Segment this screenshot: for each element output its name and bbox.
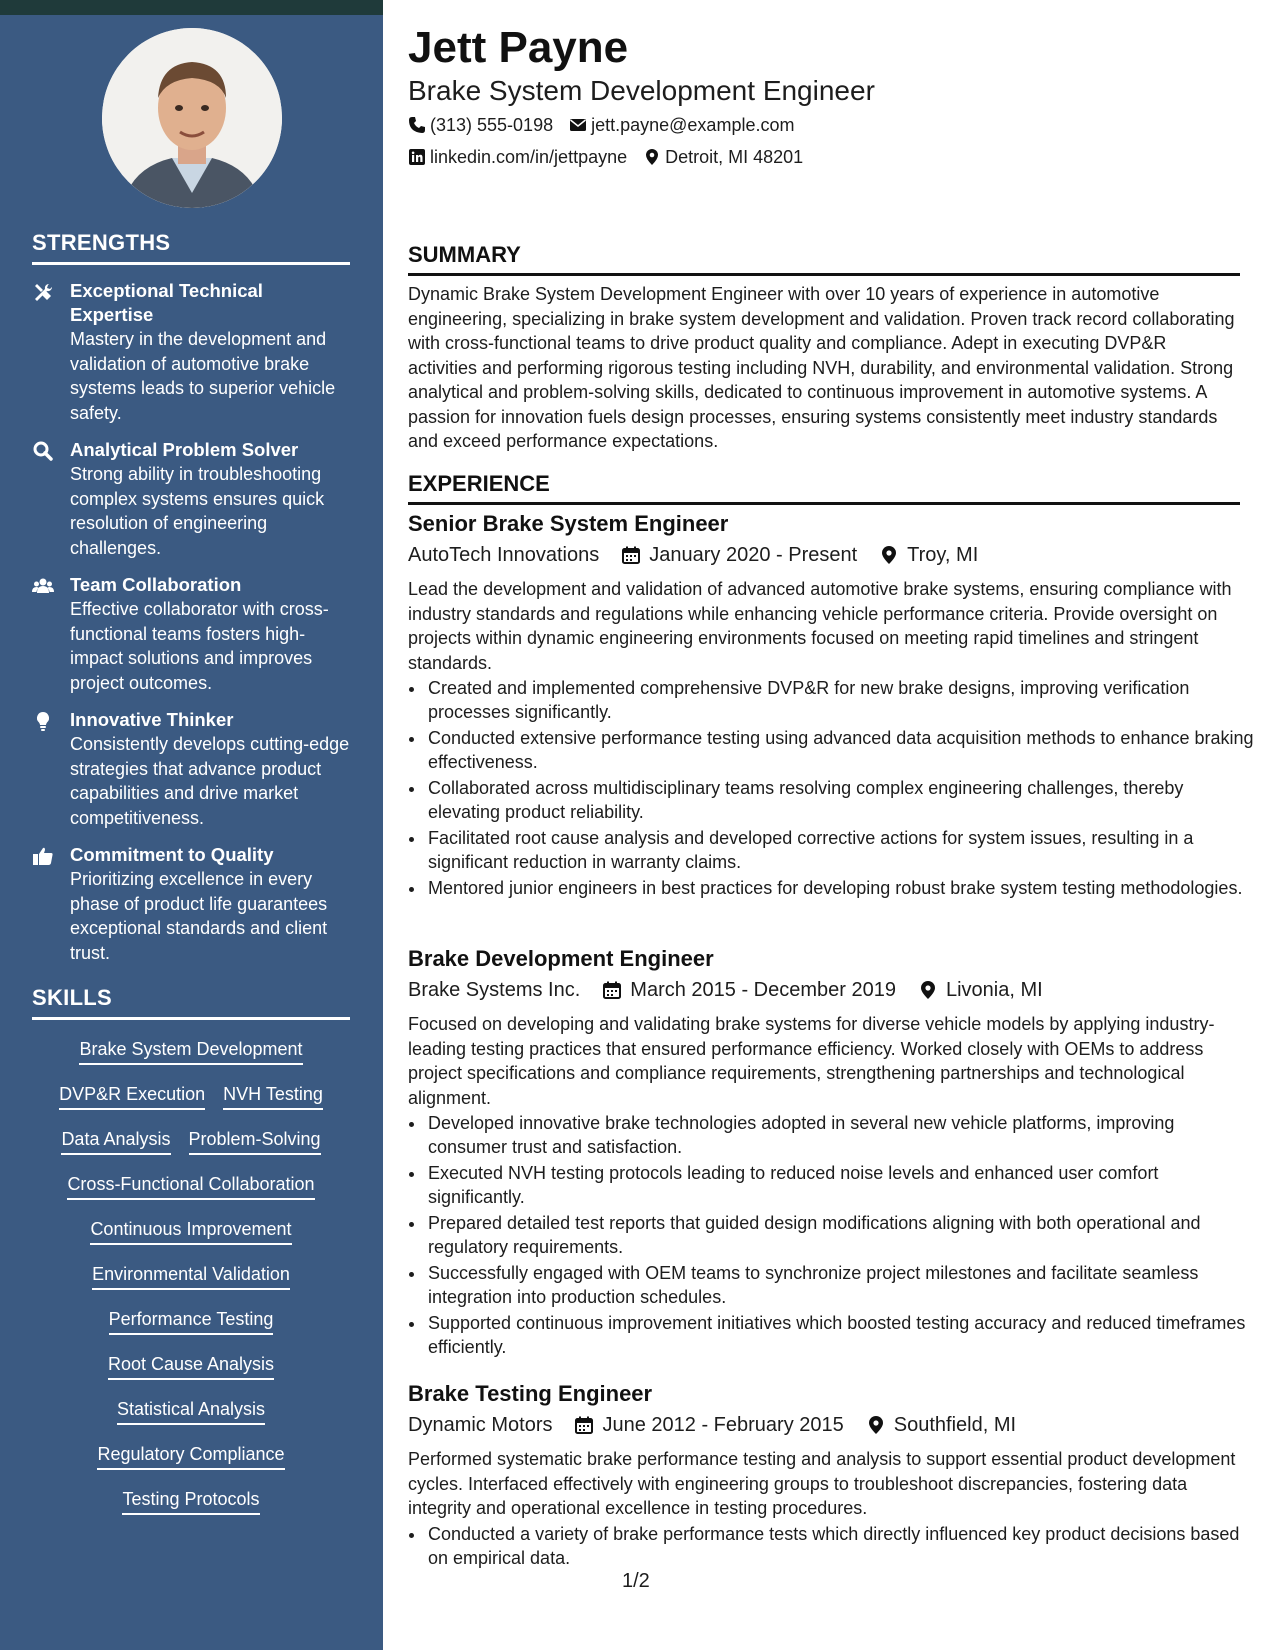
job-meta bbox=[408, 542, 978, 568]
contact-location bbox=[643, 146, 803, 168]
candidate-role: Brake System Development Engineer bbox=[408, 75, 875, 106]
skills-section bbox=[32, 985, 350, 1527]
job-meta bbox=[408, 1412, 1016, 1438]
skill-tag: Environmental Validation bbox=[92, 1262, 290, 1290]
job-achievements bbox=[408, 1522, 1258, 1572]
skill-row bbox=[32, 1212, 350, 1257]
strength-title: Innovative Thinker bbox=[70, 709, 234, 730]
summary-text: Dynamic Brake System Development Engineer with over 10 years of experience in automotive engineering, specializing in brake system development and validation. Proven track record collaborating with cross-functional teams to drive product quality and compliance. Adept in executing DVP&R activities and performing rigorous testing including NVH, durability, and environmental validation. Strong analytical and problem-solving skills, dedicated to continuous improvement in automotive systems. A passion for innovation fuels design processes, ensuring systems consistently meet industry standards and exceed performance expectations. bbox=[408, 284, 1235, 451]
achievement-item: • Conducted extensive performance testing using advanced data acquisition methods to enhance braking effectiveness. bbox=[426, 726, 1258, 774]
strength-description: Prioritizing excellence in every phase of product life guarantees exceptional standards and client trust. bbox=[70, 869, 328, 963]
skill-tag: Root Cause Analysis bbox=[108, 1352, 274, 1380]
achievement-item: • Collaborated across multidisciplinary teams resolving complex engineering challenges, thereby elevating product reliability. bbox=[426, 776, 1258, 824]
job-achievements bbox=[408, 676, 1258, 902]
page-number: 1/2 bbox=[622, 1570, 650, 1592]
skill-row bbox=[32, 1482, 350, 1527]
map-pin-icon bbox=[918, 980, 938, 1000]
phone-text: (313) 555-0198 bbox=[430, 115, 554, 135]
users-icon bbox=[32, 575, 54, 597]
strength-title: Exceptional Technical Expertise bbox=[70, 280, 263, 325]
skill-tag: Performance Testing bbox=[109, 1307, 274, 1335]
job-description: Performed systematic brake performance testing and analysis to support essential product development cycles. Interfaced effectively with engineering groups to troubleshoot discrepancies, fostering data integrity and operational excellence in testing procedures. bbox=[408, 1449, 1236, 1518]
achievement-item: • Developed innovative brake technologies adopted in several new vehicle platforms, improving consumer trust and satisfaction. bbox=[426, 1111, 1258, 1159]
contact-phone[interactable] bbox=[408, 114, 553, 136]
thumbs-up-icon bbox=[32, 845, 54, 867]
calendar-icon bbox=[602, 980, 622, 1000]
skill-tag: Regulatory Compliance bbox=[97, 1442, 284, 1470]
job-company: AutoTech Innovations bbox=[408, 544, 600, 566]
sidebar-top-bar bbox=[0, 0, 383, 15]
sidebar bbox=[0, 0, 383, 1650]
skill-row bbox=[32, 1032, 350, 1077]
map-pin-icon bbox=[643, 148, 661, 166]
job-company: Brake Systems Inc. bbox=[408, 979, 581, 1001]
strength-item bbox=[32, 843, 350, 965]
job-company: Dynamic Motors bbox=[408, 1414, 553, 1436]
strength-item bbox=[32, 438, 350, 560]
experience-heading: EXPERIENCE bbox=[408, 471, 1240, 505]
linkedin-text: linkedin.com/in/jettpayne bbox=[430, 147, 628, 167]
job-achievements bbox=[408, 1111, 1258, 1361]
contact-linkedin[interactable] bbox=[408, 146, 627, 168]
achievement-item: • Conducted a variety of brake performance tests which directly influenced key product decisions based on empirical data. bbox=[426, 1522, 1258, 1570]
strength-title: Analytical Problem Solver bbox=[70, 439, 299, 460]
job-description: Focused on developing and validating brake systems for diverse vehicle models by applying industry-leading testing practices that ensured performance efficiency. Worked closely with OEMs to address project specifications and compliance requirements, strengthening partnerships and technological alignment. bbox=[408, 1014, 1215, 1108]
skill-tag: Statistical Analysis bbox=[117, 1397, 265, 1425]
achievement-item: • Mentored junior engineers in best practices for developing robust brake system testing methodologies. bbox=[426, 876, 1258, 900]
skill-row bbox=[32, 1302, 350, 1347]
search-icon bbox=[32, 440, 54, 462]
skill-tag: Brake System Development bbox=[79, 1037, 302, 1065]
strength-title: Commitment to Quality bbox=[70, 844, 274, 865]
strength-description: Mastery in the development and validation of automotive brake systems leads to superior vehicle safety. bbox=[70, 329, 336, 423]
summary-heading: SUMMARY bbox=[408, 242, 1240, 276]
location-text: Detroit, MI 48201 bbox=[665, 147, 804, 167]
job-dates: June 2012 - February 2015 bbox=[602, 1414, 844, 1436]
achievement-item: • Created and implemented comprehensive DVP&R for new brake designs, improving verification processes significantly. bbox=[426, 676, 1258, 724]
phone-icon bbox=[408, 116, 426, 134]
strength-item bbox=[32, 708, 350, 830]
contact-line-1 bbox=[408, 114, 794, 136]
strengths-section bbox=[32, 230, 350, 965]
calendar-icon bbox=[574, 1415, 594, 1435]
strengths-heading: STRENGTHS bbox=[32, 230, 350, 265]
achievement-item: • Executed NVH testing protocols leading to reduced noise levels and enhanced user comfort significantly. bbox=[426, 1161, 1258, 1209]
job-description: Lead the development and validation of advanced automotive brake systems, ensuring compliance with industry standards and regulations while enhancing vehicle performance criteria. Provide oversight on projects within dynamic engineering environments focused on meeting rapid timelines and stringent standards. bbox=[408, 579, 1232, 673]
job-title: Brake Development Engineer bbox=[408, 946, 714, 971]
tools-icon bbox=[32, 281, 54, 303]
candidate-name: Jett Payne bbox=[408, 23, 629, 72]
job-dates: March 2015 - December 2019 bbox=[630, 979, 896, 1001]
skill-row bbox=[32, 1347, 350, 1392]
skill-tag: NVH Testing bbox=[223, 1082, 323, 1110]
achievement-item: • Facilitated root cause analysis and developed corrective actions for system issues, resulting in a significant reduction in warranty claims. bbox=[426, 826, 1258, 874]
contact-email[interactable] bbox=[569, 114, 794, 136]
strength-title: Team Collaboration bbox=[70, 574, 242, 595]
lightbulb-icon bbox=[32, 710, 54, 732]
skill-row bbox=[32, 1392, 350, 1437]
skill-tag: Problem-Solving bbox=[189, 1127, 321, 1155]
skill-row bbox=[32, 1077, 350, 1122]
achievement-item: • Prepared detailed test reports that guided design modifications aligning with both operational and regulatory requirements. bbox=[426, 1211, 1258, 1259]
job-title: Brake Testing Engineer bbox=[408, 1381, 653, 1406]
skill-row bbox=[32, 1122, 350, 1167]
skill-row bbox=[32, 1437, 350, 1482]
job-location: Livonia, MI bbox=[945, 979, 1043, 1001]
skills-heading: SKILLS bbox=[32, 985, 350, 1020]
skill-tag: Continuous Improvement bbox=[90, 1217, 291, 1245]
strength-item bbox=[32, 279, 350, 425]
profile-photo bbox=[102, 28, 282, 208]
skill-tag: Testing Protocols bbox=[122, 1487, 259, 1515]
achievement-item: • Supported continuous improvement initiatives which boosted testing accuracy and reduced timeframes efficiently. bbox=[426, 1311, 1258, 1359]
skills-list bbox=[32, 1032, 350, 1527]
job-location: Southfield, MI bbox=[893, 1414, 1017, 1436]
skill-tag: Data Analysis bbox=[61, 1127, 170, 1155]
achievement-item: • Successfully engaged with OEM teams to synchronize project milestones and facilitate seamless integration into production schedules. bbox=[426, 1261, 1258, 1309]
job-meta bbox=[408, 977, 1043, 1003]
skill-tag: DVP&R Execution bbox=[59, 1082, 205, 1110]
map-pin-icon bbox=[866, 1415, 886, 1435]
contact-line-2 bbox=[408, 146, 803, 168]
email-text: jett.payne@example.com bbox=[591, 115, 795, 135]
skill-row bbox=[32, 1257, 350, 1302]
job-dates: January 2020 - Present bbox=[649, 544, 858, 566]
job-location: Troy, MI bbox=[907, 544, 979, 566]
job-title: Senior Brake System Engineer bbox=[408, 511, 729, 536]
strength-item bbox=[32, 573, 350, 695]
skill-row bbox=[32, 1167, 350, 1212]
skill-tag: Cross-Functional Collaboration bbox=[67, 1172, 314, 1200]
map-pin-icon bbox=[879, 545, 899, 565]
calendar-icon bbox=[621, 545, 641, 565]
strength-description: Effective collaborator with cross-functional teams fosters high-impact solutions and improves project outcomes. bbox=[70, 599, 329, 693]
strength-description: Consistently develops cutting-edge strategies that advance product capabilities and drive market competitiveness. bbox=[70, 734, 350, 828]
strength-description: Strong ability in troubleshooting complex systems ensures quick resolution of engineering challenges. bbox=[70, 464, 325, 558]
envelope-icon bbox=[569, 116, 587, 134]
linkedin-icon bbox=[408, 148, 426, 166]
profile-portrait-icon bbox=[102, 28, 282, 208]
